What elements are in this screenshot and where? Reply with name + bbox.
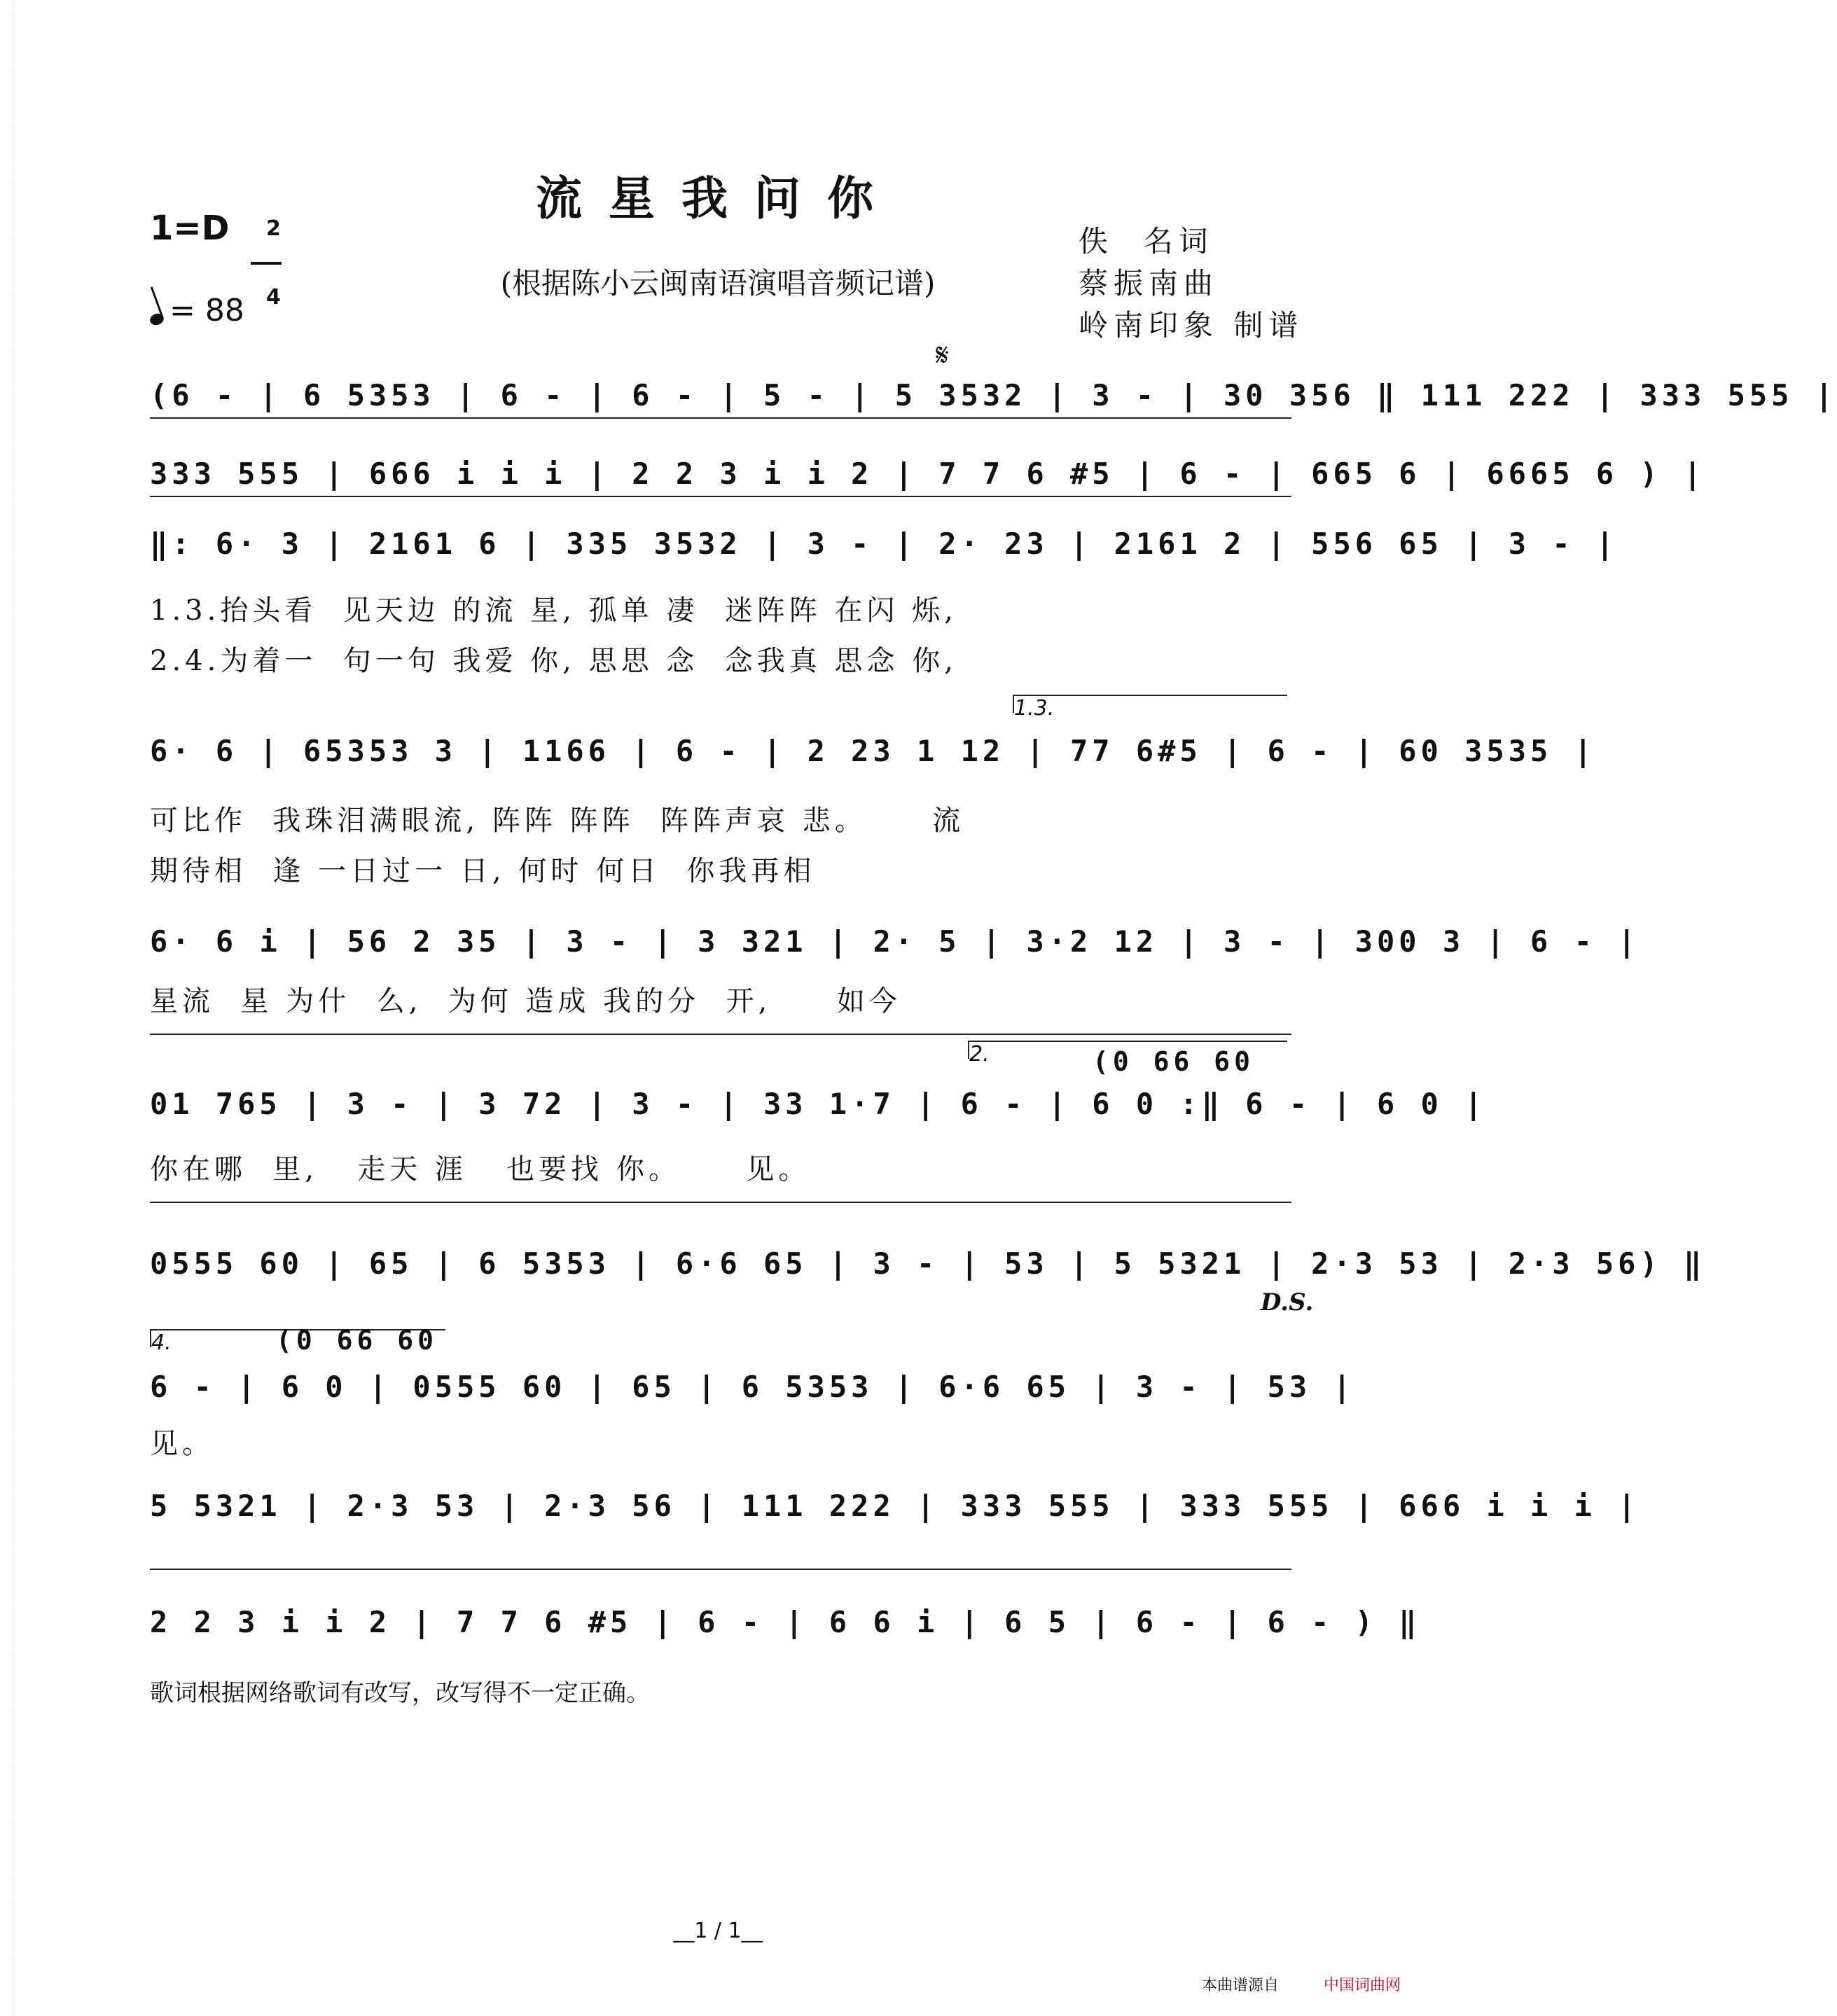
arranger-credit: 岭南印象 制谱	[1079, 308, 1304, 342]
score-line-8: 6 - | 6 0 | 0555 60 | 65 | 6 5353 | 6·6 65 | 3 - | 53 |	[150, 1370, 1355, 1404]
volta-label: 1.3.	[1014, 696, 1055, 721]
key-signature: 1=D	[150, 209, 230, 248]
time-signature-bar	[251, 262, 282, 265]
score-line-7: 0555 60 | 65 | 6 5353 | 6·6 65 | 3 - | 53 | 5 5321 | 2·3 53 | 2·3 56) ‖	[150, 1246, 1706, 1281]
upper-notes-2: (0 66 60	[276, 1325, 438, 1356]
score-line-4: 6· 6 | 65353 3 | 1166 | 6 - | 2 23 1 12 | 77 6#5 | 6 - | 60 3535 |	[150, 734, 1596, 768]
lyricist-credit: 佚 名词	[1079, 224, 1214, 258]
score-line-10: 2 2 3 i i 2 | 7 7 6 #5 | 6 - | 6 6 i | 6 5 | 6 - | 6 - ) ‖	[150, 1605, 1421, 1639]
score-line-5: 6· 6 i | 56 2 35 | 3 - | 3 321 | 2· 5 | 3·2 12 | 3 - | 300 3 | 6 - |	[150, 924, 1640, 959]
staff-underline	[150, 1034, 1291, 1035]
volta-label: 4.	[151, 1330, 172, 1355]
lyric-verse-2-4: 2.4.为着一 句一句 我爱 你, 思思 念 念我真 思念 你,	[150, 645, 957, 677]
song-title: 流星我问你	[536, 171, 900, 225]
page-edge-watermark	[3, 0, 13, 2016]
source-site-link[interactable]: 中国词曲网	[1324, 1977, 1401, 1994]
lyric-line-6: 见。	[150, 1428, 214, 1460]
score-line-6: 01 765 | 3 - | 3 72 | 3 - | 33 1·7 | 6 - | 6 0 :‖ 6 - | 6 0 |	[150, 1087, 1487, 1121]
score-line-2: 333 555 | 666 i i i | 2 2 3 i i 2 | 7 7 6 #5 | 6 - | 665 6 | 6665 6 ) |	[150, 457, 1706, 491]
ds-marking: D.S.	[1261, 1288, 1314, 1316]
page-number: __1 / 1__	[673, 1919, 763, 1943]
volta-bracket-1	[1013, 695, 1287, 721]
score-line-3: ‖: 6· 3 | 2161 6 | 335 3532 | 3 - | 2· 23 | 2161 2 | 556 65 | 3 - |	[150, 527, 1618, 561]
staff-underline	[150, 1202, 1291, 1203]
staff-underline	[150, 417, 1291, 419]
lyric-line-3a: 可比作 我珠泪满眼流, 阵阵 阵阵 阵阵声哀 悲。 流	[150, 805, 965, 837]
time-signature-top: 2	[266, 216, 281, 241]
segno-icon: 𝄋	[936, 338, 949, 373]
lyric-verse-1-3: 1.3.抬头看 见天边 的流 星, 孤单 凄 迷阵阵 在闪 烁,	[150, 595, 957, 627]
staff-underline	[150, 496, 1291, 497]
lyric-line-5: 你在哪 里, 走天 涯 也要找 你。 见。	[150, 1153, 811, 1186]
volta-label: 2.	[969, 1042, 990, 1066]
source-label: 本曲谱源自	[1202, 1977, 1280, 1994]
tempo-marking	[150, 293, 244, 328]
upper-notes-1: (0 66 60	[1093, 1046, 1255, 1077]
composer-credit: 蔡振南曲	[1079, 266, 1219, 300]
score-line-9: 5 5321 | 2·3 53 | 2·3 56 | 111 222 | 333 555 | 333 555 | 666 i i i |	[150, 1489, 1640, 1523]
staff-underline	[150, 1569, 1291, 1570]
tempo-value: = 88	[169, 293, 244, 328]
footnote: 歌词根据网络歌词有改写，改写得不一定正确。	[150, 1679, 650, 1707]
time-signature-bottom: 4	[266, 285, 281, 310]
lyric-line-3b: 期待相 逢 一日过一 日, 何时 何日 你我再相	[150, 855, 816, 887]
time-signature	[251, 197, 282, 308]
quarter-note-icon	[148, 312, 165, 327]
song-subtitle: (根据陈小云闽南语演唱音频记谱)	[500, 266, 936, 300]
lyric-line-4: 星流 星 为什 么, 为何 造成 我的分 开, 如今	[150, 985, 901, 1017]
score-line-1: (6 - | 6 5353 | 6 - | 6 - | 5 - | 5 3532 | 3 - | 30 356 ‖ 111 222 | 333 555 |	[150, 378, 1837, 412]
